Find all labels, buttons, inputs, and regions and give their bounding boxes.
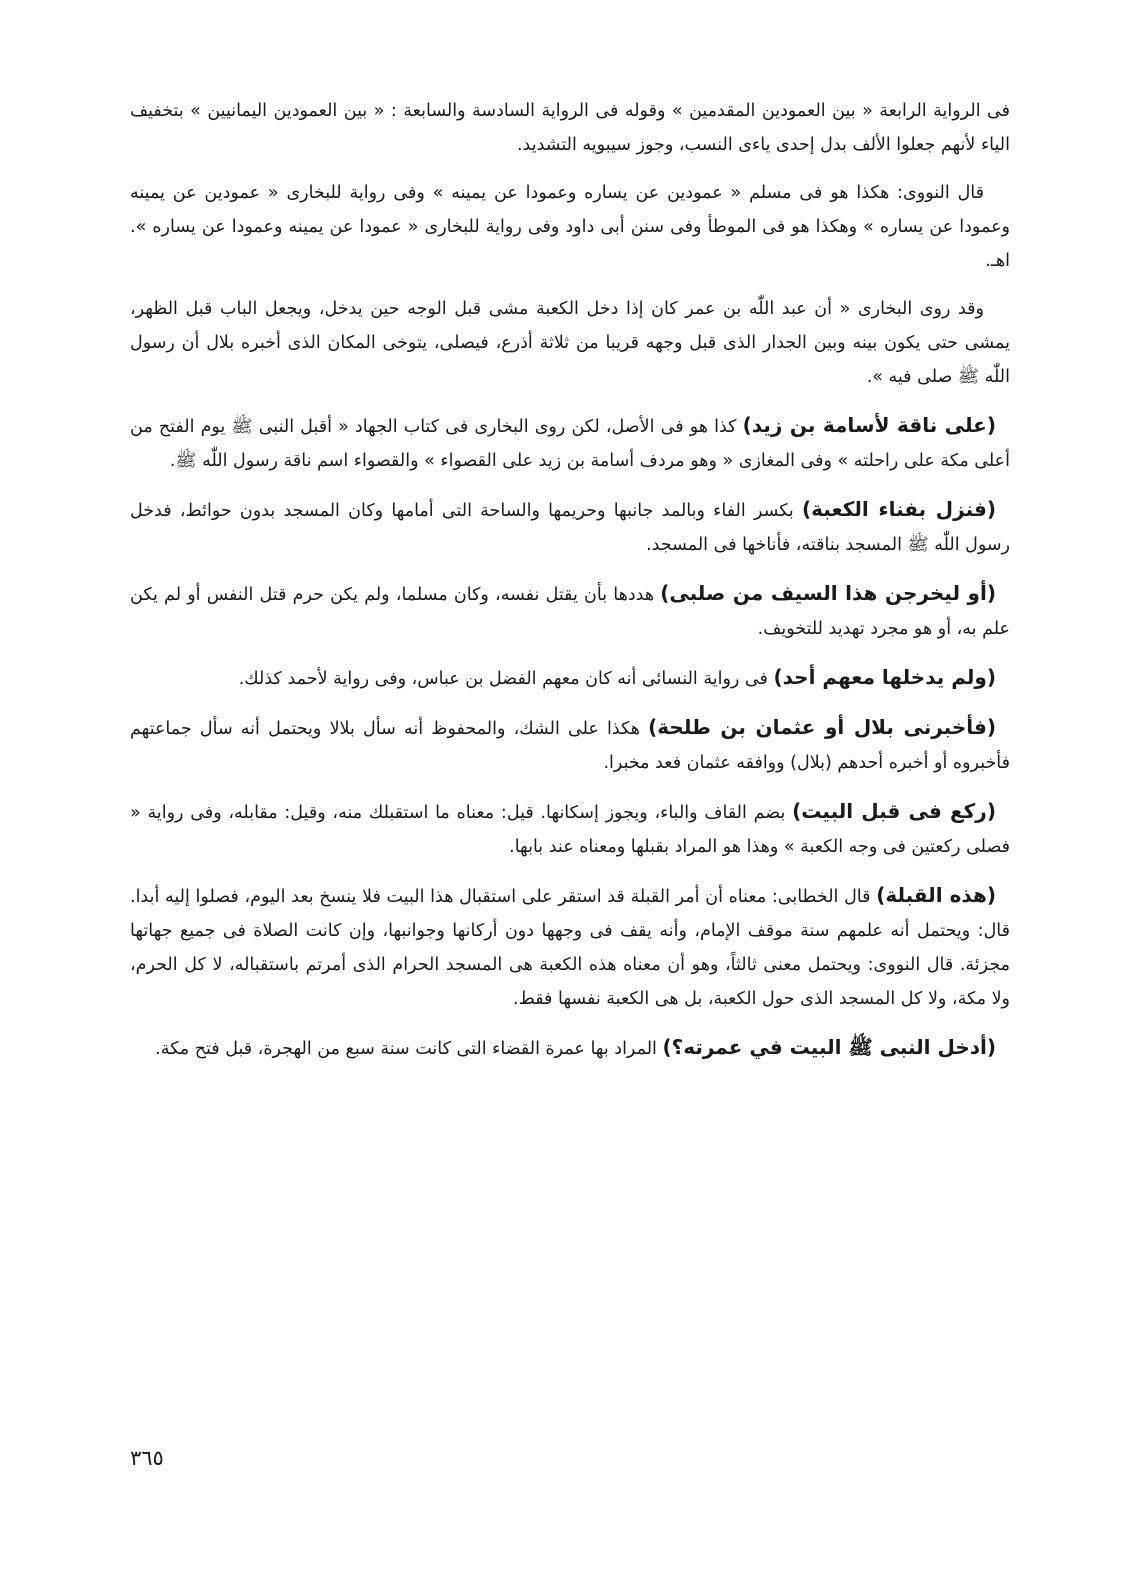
entry-bilal-uthman [130,710,1010,780]
entry-text: هكذا على الشك، والمحفوظ أنه سأل بلالا ويحتمل أنه سأل جماعتهم فأخبروه أو أخبره أحدهم (بلال) ووافقه عثمان فعد مخبرا. [130,719,1010,773]
entry-text: قال الخطابى: معناه أن أمر القبلة قد استقر على استقبال هذا البيت فلا ينسخ بعد اليوم، فصلوا إليه أبدا. قال: ويحتمل أنه علمهم سنة موقف الإمام، وأنه يقف فى وجهها دون أركانها وجوانبها، وإن كانت الصلاة فى جميع جهاتها مجزئة. قال النووى: ويحتمل معنى ثالثاً، وهو أن معناه هذه الكعبة هى المسجد الحرام الذى أمرتم باستقباله، لا كل الحرم، ولا مكة، ولا كل المسجد الذى حول الكعبة، بل هى الكعبة نفسها فقط. [130,887,1010,1009]
entry-this-qibla [130,878,1010,1016]
entry-heading: (على ناقة لأسامة بن زيد) [742,413,996,437]
entry-text: بضم القاف والباء، ويجوز إسكانها. قيل: معناه ما استقبلك منه، وقيل: مقابله، وفى رواية « فصلى ركعتين فى وجه الكعبة » وهذا هو المراد بقبلها ومعناه عند بابها. [130,803,1010,857]
entry-heading: (أو ليخرجن هذا السيف من صلبى) [660,581,996,605]
entry-text: فى رواية النسائى أنه كان معهم الفضل بن عباس، وفى رواية لأحمد كذلك. [238,669,768,689]
paragraph-3-text: وقد روى البخارى « أن عبد اللّٰه بن عمر كان إذا دخل الكعبة مشى قبل الوجه حين يدخل، ويجعل الباب قبل الظهر، يمشى حتى يكون بينه وبين الجدار الذى قبل وجهه قريبا من ثلاثة أذرع، فيصلى، يتوخى المكان الذى أخبره بلال أن رسول اللّٰه ﷺ صلى فيه ». [130,299,1010,387]
entry-sword [130,576,1010,646]
page-body [130,94,1010,1080]
paragraph-2-text: قال النووى: هكذا هو فى مسلم « عمودين عن يساره وعمودا عن يمينه » وفى رواية للبخارى « عمودين عن يمينه وعمودا عن يساره » وهكذا هو فى الموطأ وفى سنن أبى داود وفى رواية للبخارى « عمودا عن يمينه وعمودا عن يساره ». اهـ. [130,183,1010,271]
entry-heading: (أدخل النبى ﷺ البيت في عمرته؟) [662,1035,996,1059]
entry-text: المراد بها عمرة القضاء التى كانت سنة سبع من الهجرة، قبل فتح مكة. [155,1039,657,1059]
entry-text: كذا هو فى الأصل، لكن روى البخارى فى كتاب الجهاد « أقبل النبى ﷺ يوم الفتح من أعلى مكة على راحلته » وفى المغازى « وهو مردف أسامة بن زيد على القصواء » والقصواء اسم ناقة رسول اللّٰه ﷺ. [130,417,1010,471]
paragraph-3 [130,292,1010,394]
entry-heading: (فنزل بفناء الكعبة) [802,497,996,521]
entry-umrah-question [130,1030,1010,1066]
paragraph-2 [130,176,1010,278]
entry-heading: (هذه القبلة) [876,883,996,907]
entry-prayed-facing [130,794,1010,864]
entry-text: هددها بأن يقتل نفسه، وكان مسلما، ولم يكن حرم قتل النفس أو لم يكن علم به، أو هو مجرد تهديد للتخويف. [130,585,1010,639]
page-number: ٣٦٥ [130,1446,164,1470]
entry-text: بكسر الفاء وبالمد جانبها وحريمها والساحة التى أمامها وكان المسجد بدون حوائط، فدخل رسول اللّٰه ﷺ المسجد بناقته، فأناخها فى المسجد. [130,501,1010,555]
paragraph-1 [130,94,1010,162]
entry-heading: (ولم يدخلها معهم أحد) [773,665,996,689]
paragraph-1-text: فى الرواية الرابعة « بين العمودين المقدمين » وقوله فى الرواية السادسة والسابعة : « بين العمودين اليمانيين » بتخفيف الياء لأنهم جعلوا الألف بدل إحدى ياءى النسب، وجوز سيبويه التشديد. [130,101,1010,155]
entry-no-one-entered [130,660,1010,696]
entry-heading: (فأخبرنى بلال أو عثمان بن طلحة) [648,715,996,739]
entry-osama-camel [130,408,1010,478]
entry-kaaba-courtyard [130,492,1010,562]
entry-heading: (ركع فى قبل البيت) [792,799,996,823]
